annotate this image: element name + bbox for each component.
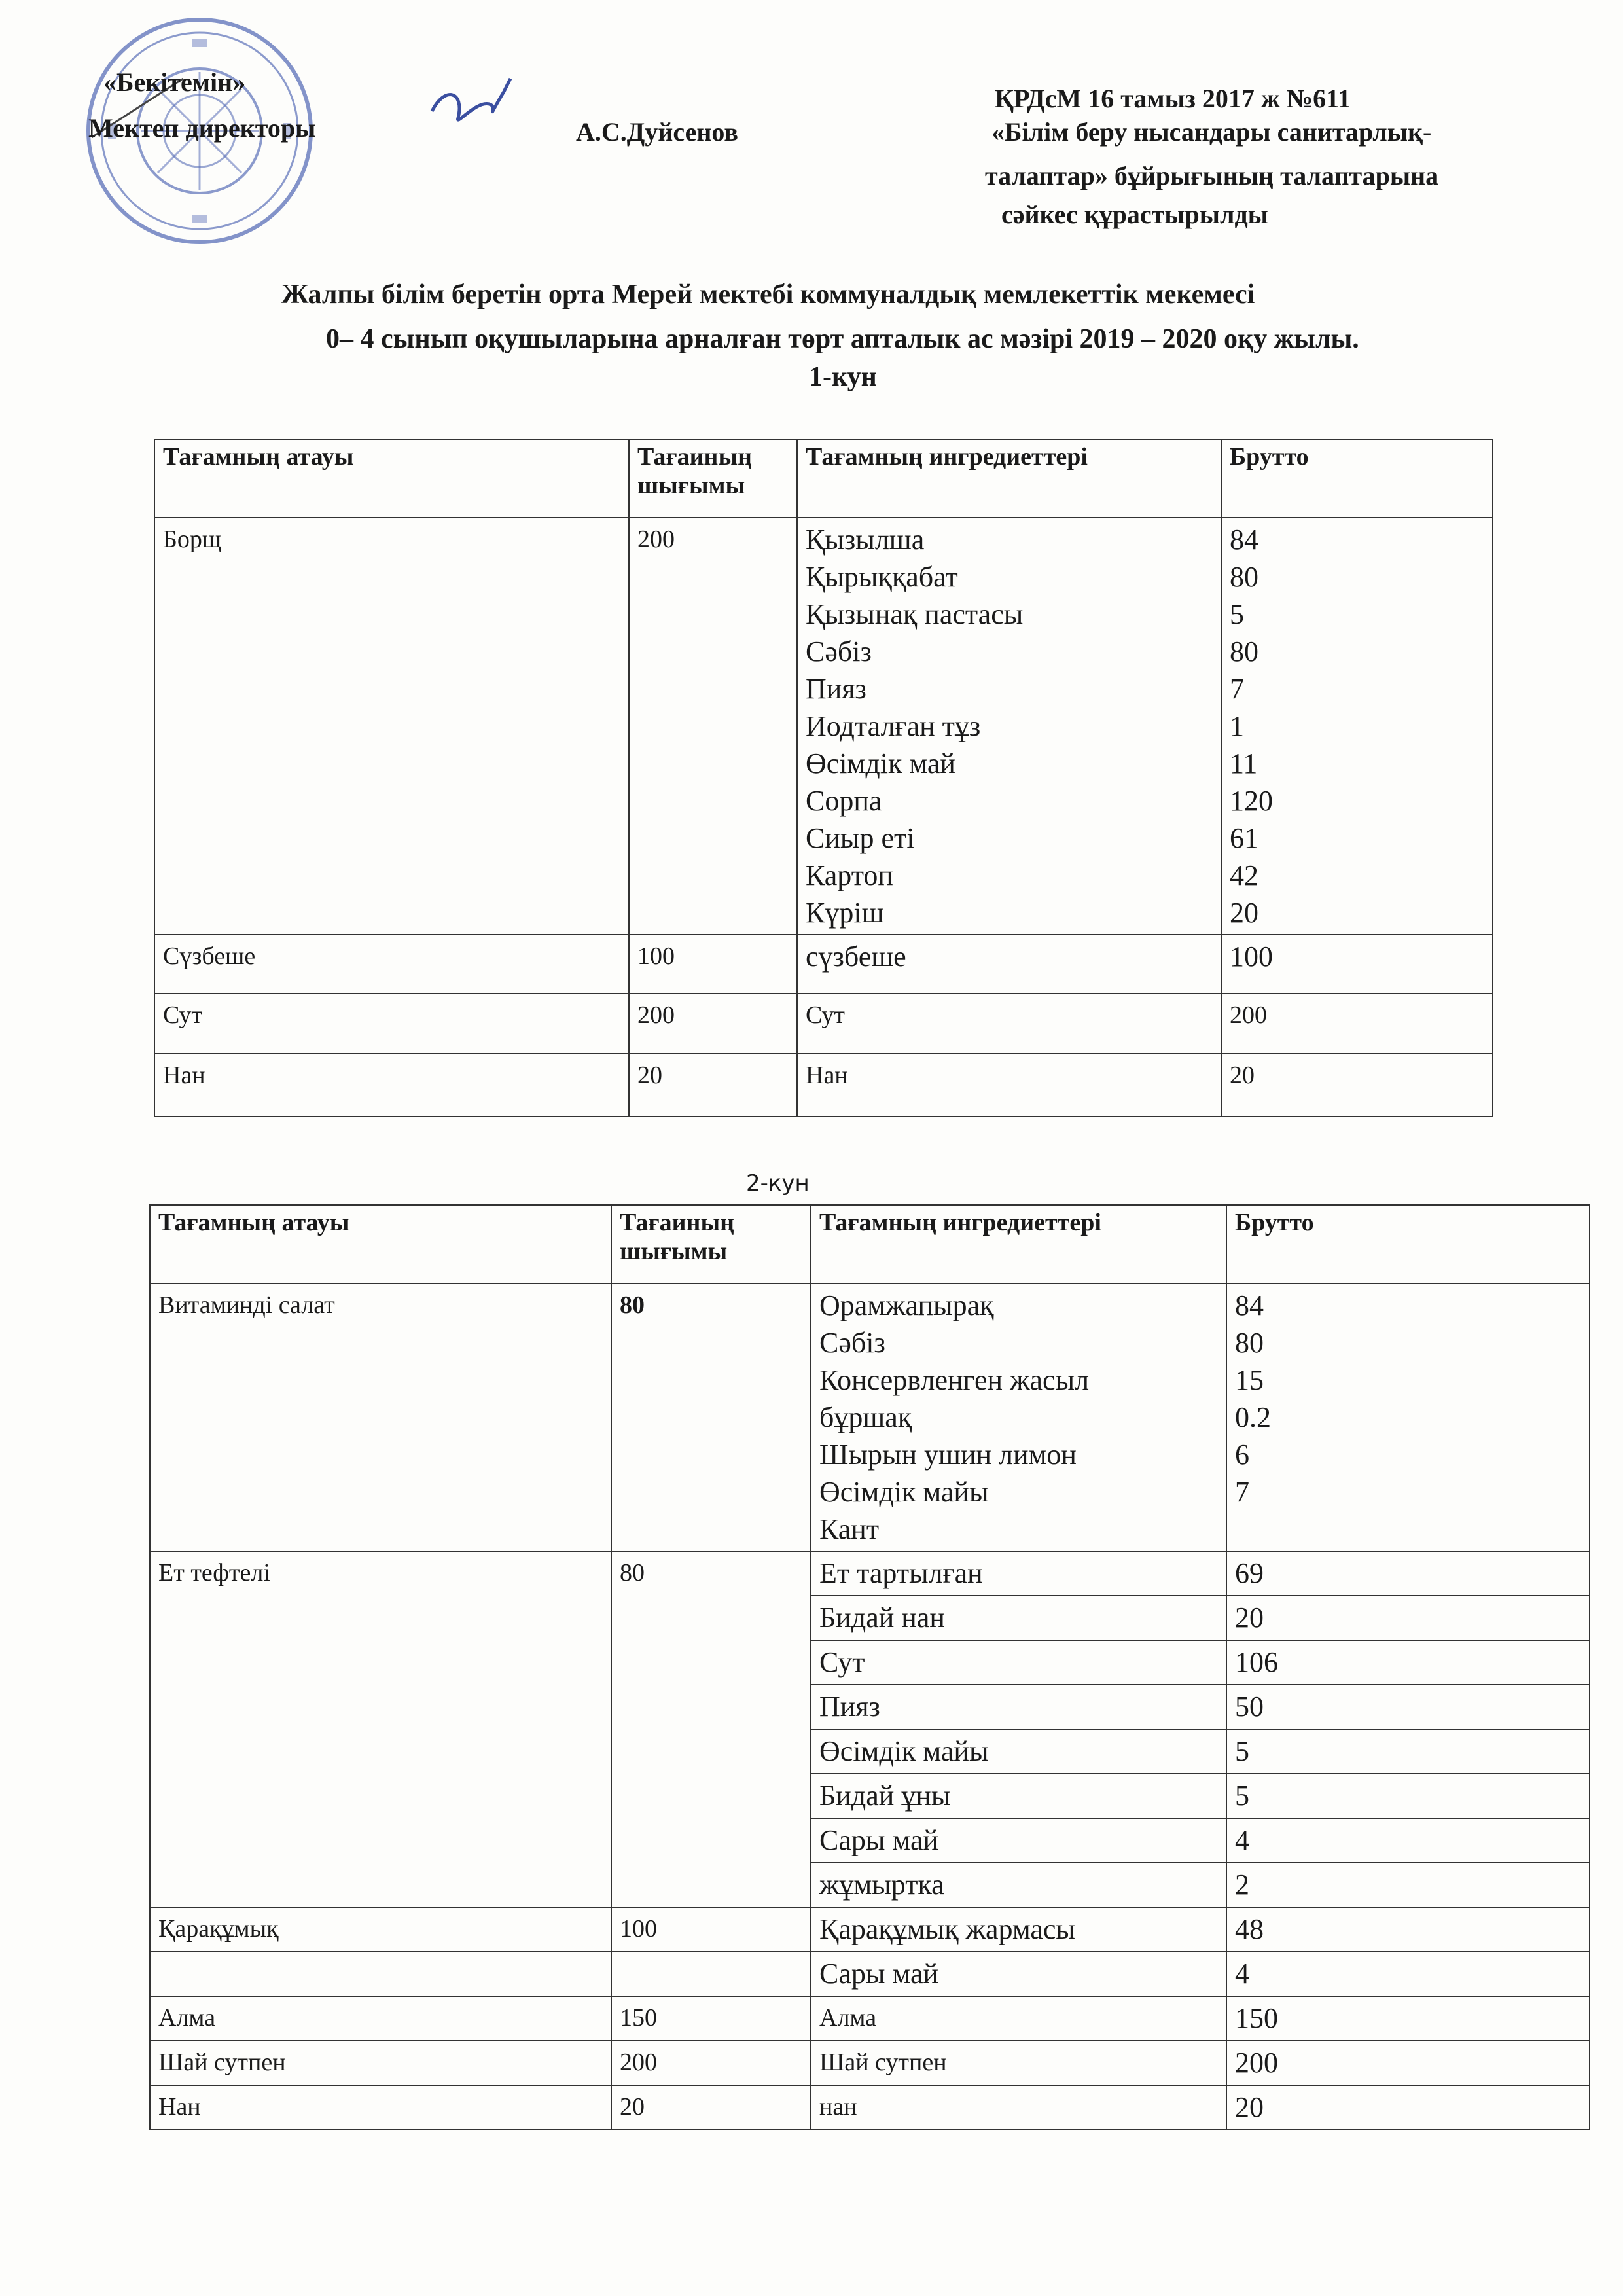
brutto-value: 48 xyxy=(1226,1907,1590,1952)
brutto-list xyxy=(1226,1283,1590,1551)
table-row xyxy=(154,518,1493,935)
brutto-value: 15 xyxy=(1235,1364,1264,1396)
ingredient: Сут xyxy=(797,994,1221,1054)
brutto-value: 61 xyxy=(1230,822,1258,854)
ingredient: Сәбіз xyxy=(819,1327,885,1359)
brutto-value: 6 xyxy=(1235,1439,1249,1471)
dish-yield: 80 xyxy=(611,1551,811,1907)
ingredient: Сиыр еті xyxy=(806,822,915,854)
ingredient: Нан xyxy=(797,1054,1221,1117)
ingredient: Пияз xyxy=(811,1685,1226,1729)
dish-name: Алма xyxy=(150,1996,611,2041)
ingredient: Бидай нан xyxy=(811,1596,1226,1640)
brutto-value: 7 xyxy=(1235,1476,1249,1508)
ingredient: Өсімдік майы xyxy=(811,1729,1226,1774)
ingredient: Пияз xyxy=(806,673,866,705)
brutto-value: 84 xyxy=(1230,524,1258,556)
dish-name: Сут xyxy=(154,994,629,1054)
col-header-yield: Тағаиның шығымы xyxy=(629,439,797,518)
day2-menu-table xyxy=(149,1204,1590,2130)
ingredient: Сары май xyxy=(811,1818,1226,1863)
dish-name: Витаминді салат xyxy=(150,1283,611,1551)
ingredient-list xyxy=(797,518,1221,935)
brutto-value: 42 xyxy=(1230,859,1258,891)
ingredient: Ет тартылған xyxy=(811,1551,1226,1596)
dish-yield: 80 xyxy=(611,1283,811,1551)
ingredient: нан xyxy=(811,2085,1226,2130)
brutto-value: 20 xyxy=(1226,2085,1590,2130)
table-row xyxy=(150,1551,1590,1596)
brutto-value: 50 xyxy=(1226,1685,1590,1729)
brutto-value: 80 xyxy=(1235,1327,1264,1359)
brutto-value: 2 xyxy=(1226,1863,1590,1907)
ingredient: бұршақ xyxy=(819,1401,912,1433)
day1-label: 1-кун xyxy=(809,362,877,392)
order-line-4: сәйкес құрастырылды xyxy=(1001,200,1268,229)
brutto-value: 20 xyxy=(1226,1596,1590,1640)
ingredient: Шай сутпен xyxy=(811,2041,1226,2085)
ingredient: Бидай ұны xyxy=(811,1774,1226,1818)
table-row xyxy=(150,1996,1590,2041)
dish-name: Борщ xyxy=(154,518,629,935)
brutto-value: 7 xyxy=(1230,673,1244,705)
signature-mark xyxy=(419,65,524,137)
table-row xyxy=(150,1907,1590,1952)
ingredient: Өсімдік майы xyxy=(819,1476,989,1508)
ingredient: Шырын ушин лимон xyxy=(819,1439,1077,1471)
director-title: Мектеп директоры xyxy=(88,113,316,143)
dish-name: Шай сутпен xyxy=(150,2041,611,2085)
brutto-value: 5 xyxy=(1230,598,1244,630)
brutto-value: 1 xyxy=(1230,710,1244,742)
director-name: А.С.Дуйсенов xyxy=(576,117,738,147)
ingredient: Картоп xyxy=(806,859,893,891)
ingredient: Сут xyxy=(811,1640,1226,1685)
dish-yield: 20 xyxy=(611,2085,811,2130)
brutto-value: 11 xyxy=(1230,747,1258,780)
ingredient: Қырыққабат xyxy=(806,561,958,593)
brutto-value: 120 xyxy=(1230,785,1273,817)
brutto-value: 80 xyxy=(1230,561,1258,593)
brutto-list xyxy=(1221,518,1493,935)
dish-yield: 200 xyxy=(629,994,797,1054)
ingredient: Сары май xyxy=(811,1952,1226,1996)
ingredient: Иодталған тұз xyxy=(806,710,981,742)
dish-name: Нан xyxy=(154,1054,629,1117)
table-row xyxy=(150,2041,1590,2085)
ingredient: сүзбеше xyxy=(797,935,1221,994)
col-header-yield: Тағаиның шығымы xyxy=(611,1205,811,1283)
day1-menu-table xyxy=(154,439,1493,1117)
dish-yield: 200 xyxy=(611,2041,811,2085)
ingredient: Алма xyxy=(811,1996,1226,2041)
table-row xyxy=(150,1283,1590,1551)
dish-name: Сүзбеше xyxy=(154,935,629,994)
brutto-value: 4 xyxy=(1226,1952,1590,1996)
ingredient: Сорпа xyxy=(806,785,882,817)
ingredient: Күріш xyxy=(806,897,884,929)
ingredient: Қарақұмық жармасы xyxy=(811,1907,1226,1952)
dish-yield: 200 xyxy=(629,518,797,935)
dish-yield: 100 xyxy=(611,1907,811,1952)
table-row xyxy=(154,994,1493,1054)
col-header-name: Тағамның атауы xyxy=(154,439,629,518)
dish-name: Қарақұмық xyxy=(150,1907,611,1952)
ingredient: Қызынақ пастасы xyxy=(806,598,1024,630)
table-header-row xyxy=(150,1205,1590,1283)
table-header-row xyxy=(154,439,1493,518)
ingredient-list xyxy=(811,1283,1226,1551)
brutto-value: 200 xyxy=(1221,994,1493,1054)
dish-name-empty xyxy=(150,1952,611,1996)
brutto-value: 5 xyxy=(1226,1729,1590,1774)
col-header-name: Тағамның атауы xyxy=(150,1205,611,1283)
ingredient: Орамжапырақ xyxy=(819,1289,994,1321)
dish-yield: 20 xyxy=(629,1054,797,1117)
brutto-value: 20 xyxy=(1221,1054,1493,1117)
dish-name: Нан xyxy=(150,2085,611,2130)
brutto-value: 20 xyxy=(1230,897,1258,929)
col-header-brutto: Брутто xyxy=(1226,1205,1590,1283)
brutto-value: 100 xyxy=(1221,935,1493,994)
table-row xyxy=(150,1952,1590,1996)
document-title-line2: 0– 4 сынып оқушыларына арналған төрт апталык ас мәзірі 2019 – 2020 оқу жылы. xyxy=(326,324,1359,354)
brutto-value: 80 xyxy=(1230,636,1258,668)
brutto-value: 0.2 xyxy=(1235,1401,1271,1433)
col-header-ingredients: Тағамның ингредиеттері xyxy=(797,439,1221,518)
dish-yield: 100 xyxy=(629,935,797,994)
ingredient: Қызылша xyxy=(806,524,925,556)
order-reference: ҚРДсМ 16 тамыз 2017 ж №611 xyxy=(995,84,1351,113)
col-header-ingredients: Тағамның ингредиеттері xyxy=(811,1205,1226,1283)
table-row xyxy=(154,1054,1493,1117)
order-line-3: талаптар» бұйрығының талаптарына xyxy=(985,161,1439,190)
table-row xyxy=(150,2085,1590,2130)
brutto-value: 200 xyxy=(1226,2041,1590,2085)
ingredient: жұмыртка xyxy=(811,1863,1226,1907)
day2-label: 2-кун xyxy=(746,1170,810,1196)
dish-name: Ет тефтелі xyxy=(150,1551,611,1907)
ingredient: Консервленген жасыл xyxy=(819,1364,1090,1396)
approve-label: «Бекітемін» xyxy=(103,67,246,97)
dish-yield-empty xyxy=(611,1952,811,1996)
brutto-value: 4 xyxy=(1226,1818,1590,1863)
brutto-value: 150 xyxy=(1226,1996,1590,2041)
order-line-2: «Білім беру нысандары санитарлық- xyxy=(991,117,1432,147)
dish-yield: 150 xyxy=(611,1996,811,2041)
brutto-value: 69 xyxy=(1226,1551,1590,1596)
col-header-brutto: Брутто xyxy=(1221,439,1493,518)
ingredient: Кант xyxy=(819,1513,880,1545)
brutto-value: 84 xyxy=(1235,1289,1264,1321)
table-row xyxy=(154,935,1493,994)
brutto-value: 106 xyxy=(1226,1640,1590,1685)
brutto-value: 5 xyxy=(1226,1774,1590,1818)
ingredient: Өсімдік май xyxy=(806,747,955,780)
ingredient: Сәбіз xyxy=(806,636,872,668)
document-title-line1: Жалпы білім беретін орта Мерей мектебі коммуналдық мемлекеттік мекемесі xyxy=(281,279,1255,310)
